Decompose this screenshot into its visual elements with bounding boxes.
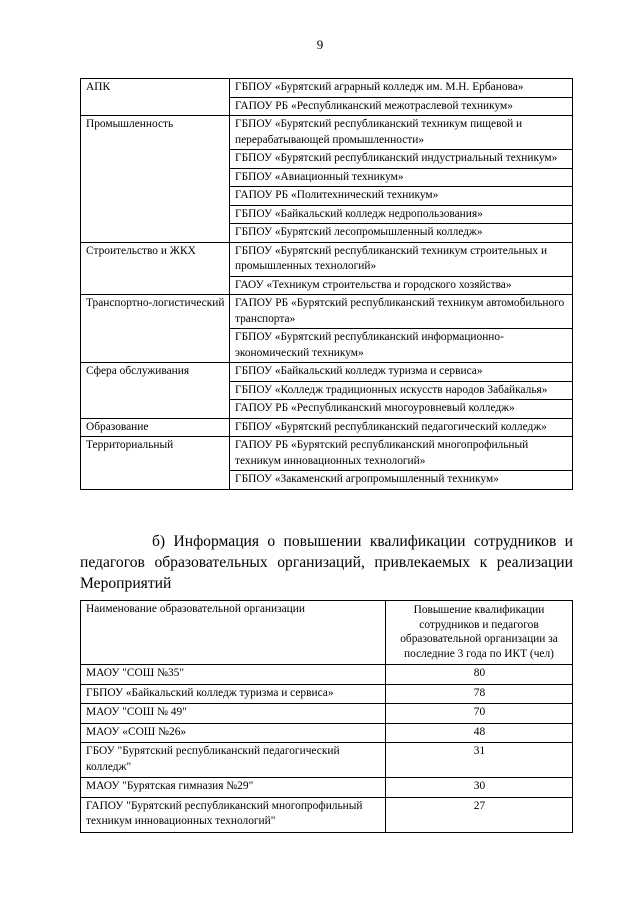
table-row [81,797,573,832]
sector-cell: Сфера обслуживания [81,363,230,419]
table-row [81,743,573,778]
table-row [81,437,573,471]
count-cell: 27 [386,797,573,832]
org-cell: ГБПОУ «Бурятский республиканский информационно-экономический техникум» [230,329,573,363]
org-cell: ГБПОУ «Бурятский аграрный колледж им. М.Н. Ербанова» [230,79,573,98]
count-cell: 80 [386,665,573,685]
table-row [81,242,573,276]
page-number: 9 [316,37,324,52]
org-cell: ГАПОУ РБ «Республиканский межотраслевой техникум» [230,97,573,116]
sector-cell: Образование [81,418,230,437]
org-cell: ГАПОУ РБ «Республиканский многоуровневый колледж» [230,400,573,419]
org-cell: ГБОУ "Бурятский республиканский педагогический колледж" [81,743,386,778]
org-cell: ГБПОУ «Бурятский республиканский техникум пищевой и перерабатывающей промышленности» [230,116,573,150]
org-cell: МАОУ "СОШ №35" [81,665,386,685]
table-row [81,778,573,798]
org-cell: МАОУ «СОШ №26» [81,723,386,743]
org-cell: ГБПОУ «Байкальский колледж туризма и сервиса» [230,363,573,382]
sector-cell: Промышленность [81,116,230,243]
table-row [81,79,573,98]
column-header-count: Повышение квалификации сотрудников и педагогов образовательной организации за последние 3 года по ИКТ (чел) [386,601,573,665]
table-row [81,363,573,382]
table-row [81,665,573,685]
org-cell: ГАОУ «Техникум строительства и городского хозяйства» [230,276,573,295]
table-row [81,684,573,704]
table-row [81,295,573,329]
org-cell: ГБПОУ «Байкальский колледж недропользования» [230,205,573,224]
count-cell: 30 [386,778,573,798]
table-row [81,723,573,743]
org-cell: ГБПОУ «Закаменский агропромышленный техникум» [230,471,573,490]
sector-cell: Транспортно-логистический [81,295,230,363]
org-cell: МАОУ "Бурятская гимназия №29" [81,778,386,798]
org-cell: МАОУ "СОШ № 49" [81,704,386,724]
section-paragraph: б) Информация о повышении квалификации сотрудников и педагогов образовательных организаций, привлекаемых к реализации Мероприятий [80,533,573,592]
org-cell: ГБПОУ «Байкальский колледж туризма и сервиса» [81,684,386,704]
org-cell: ГБПОУ «Бурятский республиканский техникум строительных и промышленных технологий» [230,242,573,276]
org-cell: ГАПОУ РБ «Политехнический техникум» [230,187,573,206]
sector-cell: Территориальный [81,437,230,490]
training-table [80,600,573,833]
org-cell: ГАПОУ "Бурятский республиканский многопрофильный техникум инновационных технологий" [81,797,386,832]
table-row [81,116,573,150]
org-cell: ГБПОУ «Авиационный техникум» [230,168,573,187]
org-cell: ГБПОУ «Бурятский республиканский педагогический колледж» [230,418,573,437]
org-cell: ГБПОУ «Колледж традиционных искусств народов Забайкалья» [230,381,573,400]
count-cell: 48 [386,723,573,743]
table-row [81,704,573,724]
org-cell: ГБПОУ «Бурятский республиканский индустриальный техникум» [230,150,573,169]
count-cell: 78 [386,684,573,704]
column-header-org: Наименование образовательной организации [81,601,386,665]
sectors-table [80,78,573,490]
sector-cell: Строительство и ЖКХ [81,242,230,295]
count-cell: 70 [386,704,573,724]
org-cell: ГАПОУ РБ «Бурятский республиканский техникум автомобильного транспорта» [230,295,573,329]
org-cell: ГАПОУ РБ «Бурятский республиканский многопрофильный техникум инновационных технологий» [230,437,573,471]
org-cell: ГБПОУ «Бурятский лесопромышленный колледж» [230,224,573,243]
table-header-row [81,601,573,665]
table-row [81,418,573,437]
count-cell: 31 [386,743,573,778]
sector-cell: АПК [81,79,230,116]
